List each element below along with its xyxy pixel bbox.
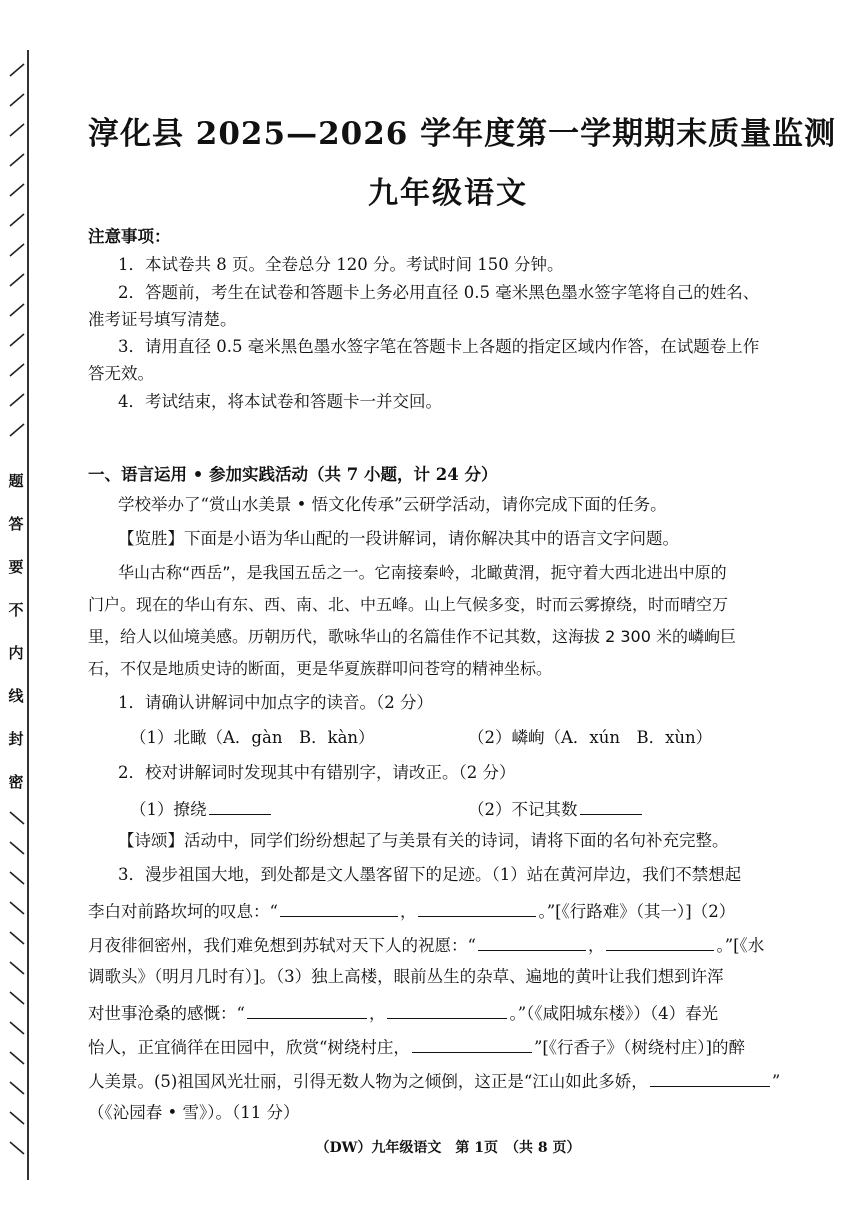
- question-1-option-a: （1）北瞰（A．gàn B．kàn）: [130, 728, 375, 747]
- margin-slash-mark: [8, 990, 26, 1006]
- seal-char: 密: [8, 773, 24, 791]
- notice-item: 4．考试结束，将本试卷和答题卡一并交回。: [118, 392, 442, 411]
- question-2-item-a: （1）撩绕: [130, 796, 273, 821]
- question-3-line: 月夜徘徊密州，我们难免想到苏轼对天下人的祝愿：“ ， 。”[《水: [88, 932, 764, 957]
- answer-blank[interactable]: [280, 898, 398, 917]
- question-3-line: 对世事沧桑的感慨：“ ， 。”（《咸阳城东楼》）（4）春光: [88, 1000, 718, 1025]
- margin-slash-mark: [8, 900, 26, 916]
- passage-line: 里，给人以仙境美感。历朝历代，歌咏华山的名篇佳作不记其数，这海拔 2 300 米的嶙峋巨: [88, 627, 736, 646]
- margin-slash-mark: [8, 182, 26, 198]
- seal-char: 封: [8, 730, 24, 748]
- passage-line: 门户。现在的华山有东、西、南、北、中五峰。山上气候多变，时而云雾撩绕，时而晴空万: [88, 595, 729, 614]
- notice-item: 答无效。: [88, 364, 154, 383]
- answer-blank[interactable]: [412, 1034, 532, 1053]
- margin-slash-mark: [8, 810, 26, 826]
- answer-blank[interactable]: [418, 898, 536, 917]
- question-3-line: 怡人，正宜徜徉在田园中，欣赏“树绕村庄， ”[《行香子》（树绕村庄）]的醉: [88, 1034, 745, 1059]
- answer-blank[interactable]: [387, 1000, 507, 1019]
- answer-blank[interactable]: [247, 1000, 367, 1019]
- answer-blank[interactable]: [209, 796, 271, 815]
- section-heading: 一、语言运用 • 参加实践活动（共 7 小题，计 24 分）: [88, 465, 498, 484]
- question-2-stem: 2．校对讲解词时发现其中有错别字，请改正。（2 分）: [118, 763, 516, 782]
- passage-line: 华山古称“西岳”，是我国五岳之一。它南接秦岭，北瞰黄渭，扼守着大西北进出中原的: [118, 563, 727, 582]
- margin-slash-mark: [8, 122, 26, 138]
- section-intro: 学校举办了“赏山水美景 • 悟文化传承”云研学活动，请你完成下面的任务。: [118, 495, 667, 514]
- margin-slash-mark: [8, 62, 26, 78]
- seal-char: 要: [8, 558, 24, 576]
- seal-char: 线: [8, 687, 24, 705]
- margin-slash-mark: [8, 930, 26, 946]
- margin-slash-mark: [8, 960, 26, 976]
- passage-line: 石，不仅是地质史诗的断面，更是华夏族群叩问苍穹的精神坐标。: [88, 659, 553, 678]
- question-1-option-b: （2）嶙峋（A．xún B．xùn）: [468, 728, 713, 747]
- answer-blank[interactable]: [606, 932, 714, 951]
- seal-char: 题: [8, 472, 24, 490]
- seal-char: 内: [8, 644, 24, 662]
- question-1-stem: 1．请确认讲解词中加点字的读音。（2 分）: [118, 693, 433, 712]
- margin-slash-mark: [8, 152, 26, 168]
- margin-slash-mark: [8, 840, 26, 856]
- question-3-line: 调歌头》（明月几时有）]。（3）独上高楼，眼前丛生的杂草、遍地的黄叶让我们想到许浑: [88, 967, 724, 986]
- margin-slash-mark: [8, 242, 26, 258]
- margin-slash-mark: [8, 362, 26, 378]
- margin-slash-mark: [8, 422, 26, 438]
- margin-slash-mark: [8, 92, 26, 108]
- margin-slash-mark: [8, 272, 26, 288]
- margin-slash-mark: [8, 332, 26, 348]
- page-footer: （DW）九年级语文 第 1页 （共 8 页）: [315, 1140, 581, 1156]
- margin-slash-mark: [8, 1080, 26, 1096]
- notice-heading: 注意事项：: [88, 227, 171, 246]
- margin-slash-mark: [8, 302, 26, 318]
- notice-item: 1．本试卷共 8 页。全卷总分 120 分。考试时间 150 分钟。: [118, 255, 564, 274]
- question-3-line: 人美景。(5)祖国风光壮丽，引得无数人物为之倾倒，这正是“江山如此多娇， ”: [88, 1068, 780, 1093]
- notice-item: 3．请用直径 0.5 毫米黑色墨水签字笔在答题卡上各题的指定区域内作答，在试题卷上作: [118, 337, 760, 356]
- seal-char: 不: [8, 601, 24, 619]
- question-3-line: 3．漫步祖国大地，到处都是文人墨客留下的足迹。（1）站在黄河岸边，我们不禁想起: [118, 865, 742, 884]
- answer-blank[interactable]: [478, 932, 586, 951]
- notice-item: 2．答题前，考生在试卷和答题卡上务必用直径 0.5 毫米黑色墨水签字笔将自己的姓名、: [118, 283, 760, 302]
- question-3-line: 李白对前路坎坷的叹息：“ ， 。”[《行路难》（其一）]（2）: [88, 898, 735, 923]
- margin-slash-mark: [8, 1140, 26, 1156]
- answer-blank[interactable]: [650, 1068, 770, 1087]
- margin-slash-mark: [8, 1110, 26, 1126]
- task-heading: 【诗颂】活动中，同学们纷纷想起了与美景有关的诗词，请将下面的名句补充完整。: [118, 831, 729, 850]
- seal-char: 答: [8, 515, 24, 533]
- binding-line: [27, 50, 29, 1180]
- task-heading: 【览胜】下面是小语为华山配的一段讲解词，请你解决其中的语言文字问题。: [118, 529, 679, 548]
- margin-slash-mark: [8, 870, 26, 886]
- page-title: 淳化县 2025—2026 学年度第一学期期末质量监测: [88, 116, 837, 152]
- margin-slash-mark: [8, 1050, 26, 1066]
- margin-slash-mark: [8, 392, 26, 408]
- question-3-line: （《沁园春 • 雪》）。（11 分）: [88, 1103, 300, 1122]
- question-2-item-b: （2）不记其数: [468, 796, 644, 821]
- notice-item: 准考证号填写清楚。: [88, 310, 237, 329]
- margin-slash-mark: [8, 1020, 26, 1036]
- margin-slash-mark: [8, 212, 26, 228]
- binding-margin: [0, 0, 34, 1226]
- page-subtitle: 九年级语文: [368, 176, 528, 211]
- answer-blank[interactable]: [580, 796, 642, 815]
